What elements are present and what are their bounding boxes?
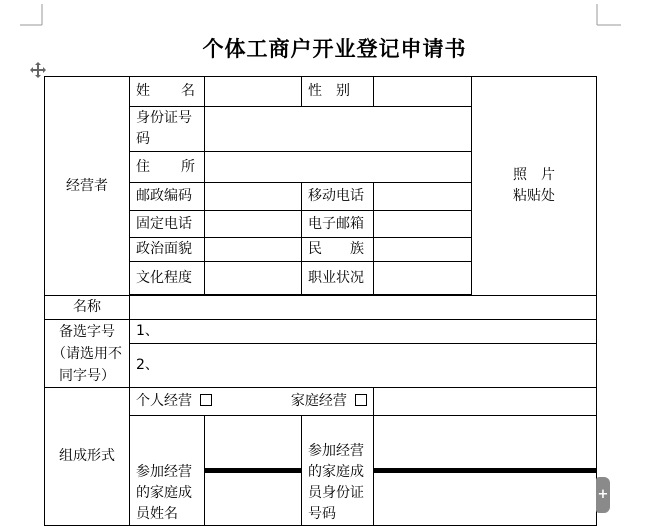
name-label: 姓 名 (130, 77, 205, 107)
alt-name-2-field[interactable]: 2、 (130, 344, 597, 388)
gender-label: 性 别 (302, 77, 374, 107)
address-field[interactable] (205, 152, 472, 183)
email-field[interactable] (374, 211, 472, 238)
landline-label: 固定电话 (130, 211, 205, 238)
page-corner-mark-top-left (20, 4, 44, 26)
member-id-row[interactable] (375, 472, 596, 473)
add-row-icon[interactable]: + (596, 477, 610, 513)
alt-names-label: 备选字号（请选用不同字号） (45, 320, 130, 388)
postal-label: 邮政编码 (130, 183, 205, 211)
composition-spacer (374, 388, 597, 416)
ethnicity-field[interactable] (374, 238, 472, 262)
address-label: 住 所 (130, 152, 205, 183)
member-id-cells (374, 416, 597, 526)
gender-field[interactable] (374, 77, 472, 107)
political-field[interactable] (205, 238, 302, 262)
occupation-field[interactable] (374, 262, 472, 295)
composition-options (130, 388, 374, 416)
photo-label-line1: 照 片 (513, 167, 555, 183)
family-option-label: 家庭经营 (290, 393, 347, 409)
alt-name-1-field[interactable]: 1、 (130, 320, 597, 344)
postal-field[interactable] (205, 183, 302, 211)
individual-option-label: 个人经营 (136, 393, 192, 409)
member-name-row[interactable] (206, 472, 301, 473)
registration-form-table (44, 76, 597, 526)
composition-label: 组成形式 (45, 388, 130, 526)
business-name-label: 名称 (45, 296, 130, 320)
mobile-label: 移动电话 (302, 183, 374, 211)
id-field[interactable] (205, 107, 472, 152)
document-title: 个体工商户开业登记申请书 (202, 36, 467, 61)
mobile-field[interactable] (374, 183, 472, 211)
member-name-cells (205, 416, 302, 526)
member-id-label: 参加经营的家庭成员身份证号码 (302, 416, 374, 526)
email-label: 电子邮箱 (302, 211, 374, 238)
business-name-field[interactable] (130, 296, 597, 320)
education-field[interactable] (205, 262, 302, 295)
operator-label: 经营者 (45, 77, 130, 296)
occupation-label: 职业状况 (302, 262, 374, 295)
member-name-label: 参加经营的家庭成员姓名 (130, 416, 205, 526)
id-label: 身份证号码 (130, 107, 205, 152)
page-corner-mark-top-right (596, 4, 622, 26)
ethnicity-label: 民 族 (302, 238, 374, 262)
landline-field[interactable] (205, 211, 302, 238)
photo-label-line2: 粘贴处 (513, 188, 555, 204)
photo-area (472, 77, 597, 296)
political-label: 政治面貌 (130, 238, 205, 262)
education-label: 文化程度 (130, 262, 205, 295)
individual-option-checkbox[interactable] (200, 394, 212, 406)
name-field[interactable] (205, 77, 302, 107)
family-option-checkbox[interactable] (355, 394, 367, 406)
